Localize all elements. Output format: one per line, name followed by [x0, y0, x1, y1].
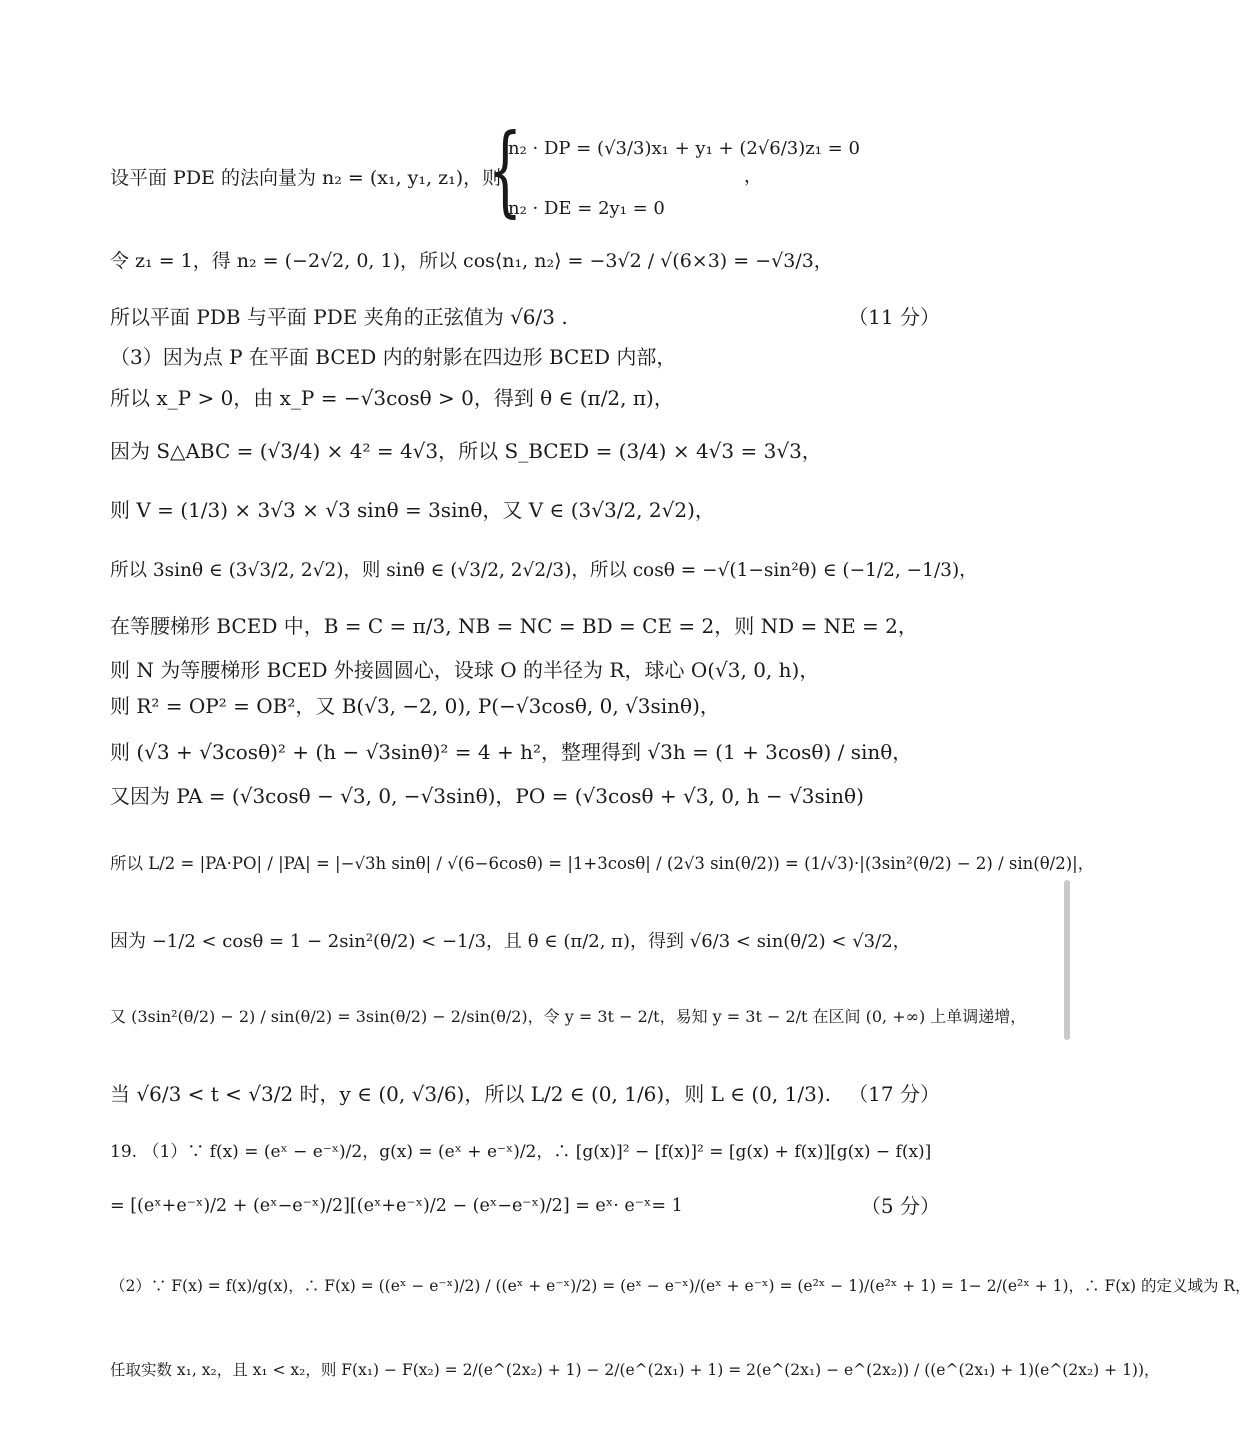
- vectors-line: 又因为 PA = (√3cosθ − √3, 0, −√3sinθ)，PO = (√3cosθ + √3, 0, h − √3sinθ): [110, 784, 864, 808]
- monotonic-line: 又 (3sin²(θ/2) − 2) / sin(θ/2) = 3sin(θ/2) − 2/sin(θ/2)，令 y = 3t − 2/t，易知 y = 3t − 2/t 在区间 (0, +∞) 上单调递增，: [110, 1007, 1027, 1026]
- system-equation-1: n₂ · DP = (√3/3)x₁ + y₁ + (2√6/3)z₁ = 0: [508, 138, 860, 159]
- system-comma: ，: [744, 166, 762, 187]
- area-line: 因为 S△ABC = (√3/4) × 4² = 4√3，所以 S_BCED = (3/4) × 4√3 = 3√3，: [110, 439, 822, 463]
- l-over-2-line: 所以 L/2 = |PA·PO| / |PA| = |−√3h sinθ| / √(6−6cosθ) = |1+3cosθ| / (2√3 sin(θ/2)) = (1/√3)·|(3sin²(θ/2) − 2) / sin(θ/2)|，: [110, 854, 1095, 873]
- l-range-line: 当 √6/3 < t < √3/2 时，y ∈ (0, √3/6)，所以 L/2 ∈ (0, 1/6)，则 L ∈ (0, 1/3).: [110, 1082, 831, 1106]
- sine-value-line: 所以平面 PDB 与平面 PDE 夹角的正弦值为 √6/3 .: [110, 305, 568, 329]
- half-angle-range-line: 因为 −1/2 < cosθ = 1 − 2sin²(θ/2) < −1/3，且 θ ∈ (π/2, π)，得到 √6/3 < sin(θ/2) < √3/2，: [110, 931, 911, 952]
- q19-part2-difference-line: 任取实数 x₁, x₂，且 x₁ < x₂，则 F(x₁) − F(x₂) = 2/(e^(2x₂) + 1) − 2/(e^(2x₁) + 1) = 2(e^(2x₁) − e^(2x₂)) / ((e^(2x₁) + 1)(e^(2x₂) + 1))，: [110, 1361, 1160, 1379]
- cos-angle-line: 令 z₁ = 1，得 n₂ = (−2√2, 0, 1)，所以 cos⟨n₁, n₂⟩ = −3√2 / √(6×3) = −√3/3，: [110, 250, 833, 272]
- score-17: （17 分）: [848, 1082, 940, 1106]
- volume-line: 则 V = (1/3) × 3√3 × √3 sinθ = 3sinθ，又 V ∈ (3√3/2, 2√2)，: [110, 498, 715, 522]
- q19-part1-line: 19. （1）∵ f(x) = (eˣ − e⁻ˣ)/2，g(x) = (eˣ + e⁻ˣ)/2，∴ [g(x)]² − [f(x)]² = [g(x) + f(x)][g(x) − f(x)]: [110, 1142, 932, 1162]
- part3-intro-line: （3）因为点 P 在平面 BCED 内的射影在四边形 BCED 内部，: [110, 345, 677, 369]
- score-5: （5 分）: [860, 1194, 940, 1218]
- left-brace: {: [488, 114, 523, 228]
- system-equation-2: n₂ · DE = 2y₁ = 0: [508, 198, 665, 219]
- score-11: （11 分）: [848, 305, 940, 329]
- normal-vector-line: 设平面 PDE 的法向量为 n₂ = (x₁, y₁, z₁)，则: [110, 167, 502, 189]
- theta-range-line: 所以 x_P > 0，由 x_P = −√3cosθ > 0，得到 θ ∈ (π/2, π)，: [110, 386, 674, 410]
- sin-cos-range-line: 所以 3sinθ ∈ (3√3/2, 2√2)，则 sinθ ∈ (√3/2, 2√2/3)，所以 cosθ = −√(1−sin²θ) ∈ (−1/2, −1/3)，: [110, 560, 978, 581]
- q19-part1-result-line: = [(eˣ+e⁻ˣ)/2 + (eˣ−e⁻ˣ)/2][(eˣ+e⁻ˣ)/2 − (eˣ−e⁻ˣ)/2] = eˣ· e⁻ˣ= 1: [110, 1196, 683, 1216]
- circumcenter-line: 则 N 为等腰梯形 BCED 外接圆圆心，设球 O 的半径为 R，球心 O(√3, 0, h)，: [110, 658, 820, 682]
- simplify-line: 则 (√3 + √3cosθ)² + (h − √3sinθ)² = 4 + h²，整理得到 √3h = (1 + 3cosθ) / sinθ，: [110, 740, 913, 764]
- q19-part2-line: （2）∵ F(x) = f(x)/g(x)，∴ F(x) = ((eˣ − e⁻ˣ)/2) / ((eˣ + e⁻ˣ)/2) = (eˣ − e⁻ˣ)/(eˣ + e⁻ˣ) = (e²ˣ − 1)/(e²ˣ + 1) = 1− 2/(e²ˣ + 1)，∴ F(x) 的定义域为 R，: [110, 1277, 1251, 1295]
- vertical-scrollbar[interactable]: [1064, 880, 1070, 1040]
- trapezoid-line: 在等腰梯形 BCED 中，B = C = π/3, NB = NC = BD = CE = 2，则 ND = NE = 2，: [110, 614, 918, 638]
- radius-line: 则 R² = OP² = OB²，又 B(√3, −2, 0), P(−√3cosθ, 0, √3sinθ)，: [110, 694, 720, 718]
- equation-system: [488, 114, 860, 230]
